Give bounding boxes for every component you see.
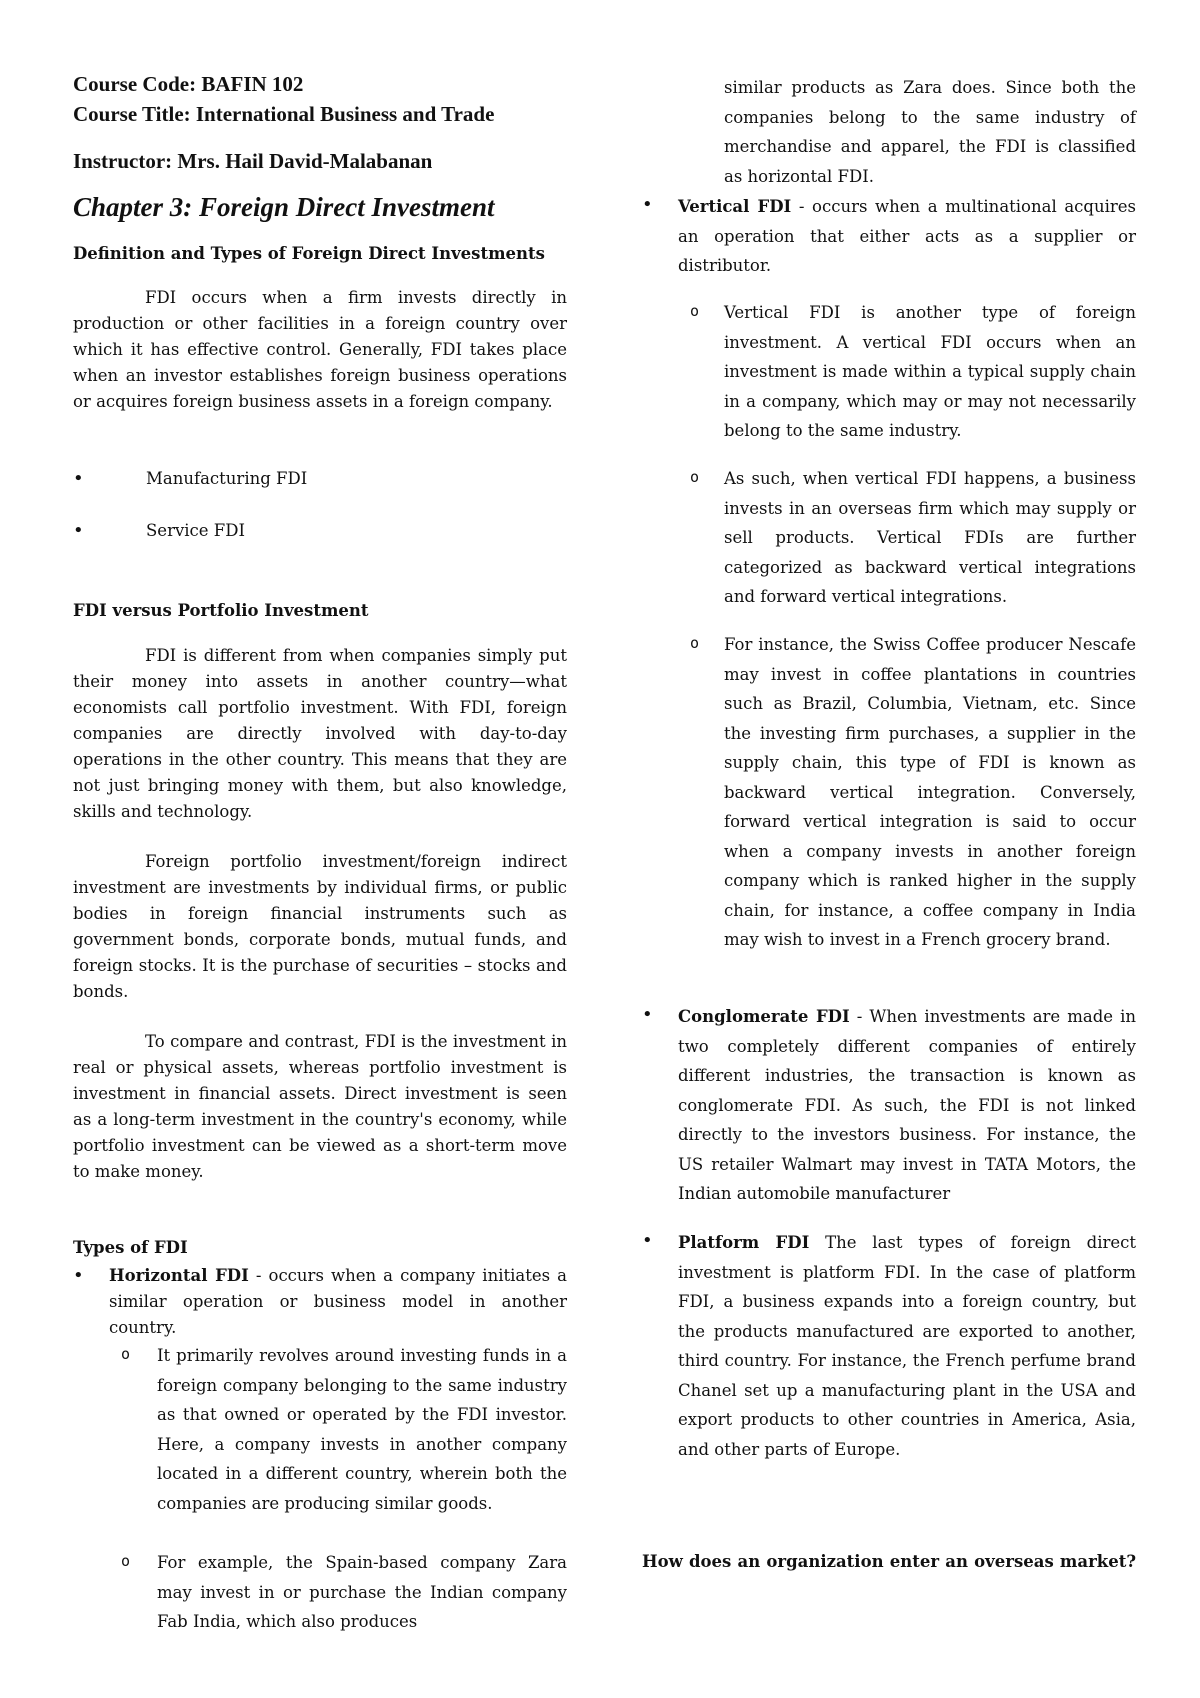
definition-paragraph: FDI occurs when a firm invests directly in production or other facilities in a foreign country over which it has effective control. Generally, FDI takes place when an investor establishes foreign business operations or acquires foreign business assets in a foreign company. bbox=[73, 288, 567, 411]
bullet-icon: • bbox=[73, 1265, 84, 1286]
circle-bullet-icon: o bbox=[690, 468, 700, 486]
list-item: • Service FDI bbox=[73, 518, 567, 544]
list-item-horizontal-fdi: • Horizontal FDI - occurs when a company initiates a similar operation or business model in another country. bbox=[73, 1265, 567, 1337]
section-heading-definition: Definition and Types of Foreign Direct Investments bbox=[73, 244, 545, 263]
list-item-vertical-sub-2: o As such, when vertical FDI happens, a business invests in an overseas firm which may supply or sell products. Vertical FDIs are further categorized as backward vertical integrations and forward vertical integrations. bbox=[642, 464, 1136, 612]
bullet-icon: • bbox=[73, 468, 84, 489]
portfolio-paragraph-3: To compare and contrast, FDI is the investment in real or physical assets, whereas portfolio investment is investment in financial assets. Direct investment is seen as a long-term investment in the country's economy, while portfolio investment can be viewed as a short-term move to make money. bbox=[73, 1032, 567, 1181]
list-item-horizontal-example: o For example, the Spain-based company Zara may invest in or purchase the Indian company Fab India, which also produces bbox=[73, 1548, 567, 1637]
closing-question: How does an organization enter an overseas market? bbox=[642, 1552, 1136, 1571]
circle-bullet-icon: o bbox=[121, 1552, 131, 1570]
bullet-icon: • bbox=[642, 1230, 653, 1251]
section-heading-portfolio: FDI versus Portfolio Investment bbox=[73, 601, 369, 620]
types-heading: Types of FDI bbox=[73, 1238, 188, 1257]
portfolio-paragraph-1: FDI is different from when companies simply put their money into assets in another country—what economists call portfolio investment. With FDI, foreign companies are directly involved with day-to-day operations in the other country. This means that they are not just bringing money with them, but also knowledge, skills and technology. bbox=[73, 646, 567, 821]
instructor: Instructor: Mrs. Hail David-Malabanan bbox=[73, 149, 433, 173]
circle-bullet-icon: o bbox=[121, 1345, 131, 1363]
list-item-vertical-fdi: • Vertical FDI - occurs when a multinational acquires an operation that either acts as a supplier or distributor. bbox=[642, 194, 1137, 275]
list-item-horizontal-continued: similar products as Zara does. Since both the companies belong to the same industry of merchandise and apparel, the FDI is classified as horizontal FDI. bbox=[724, 78, 1136, 186]
course-code: Course Code: BAFIN 102 bbox=[73, 72, 304, 96]
circle-bullet-icon: o bbox=[690, 634, 700, 652]
circle-bullet-icon: o bbox=[690, 302, 700, 320]
bullet-icon: • bbox=[642, 1004, 653, 1025]
list-item-conglomerate-fdi: • Conglomerate FDI - When investments are made in two completely different companies of entirely different industries, the transaction is known as conglomerate FDI. As such, the FDI is not linked directly to the investors business. For instance, the US retailer Walmart may invest in TATA Motors, the Indian automobile manufacturer bbox=[642, 1004, 1136, 1203]
course-title: Course Title: International Business and Trade bbox=[73, 102, 495, 126]
bullet-icon: • bbox=[73, 520, 84, 541]
list-item-vertical-sub-3: o For instance, the Swiss Coffee producer Nescafe may invest in coffee plantations in countries such as Brazil, Columbia, Vietnam, etc. Since the investing firm purchases, a supplier in the supply chain, this type of FDI is known as backward vertical integration. Conversely, forward vertical integration is said to occur when a company invests in another foreign company which is ranked higher in the supply chain, for instance, a coffee company in India may wish to invest in a French grocery brand. bbox=[642, 630, 1136, 955]
bullet-icon: • bbox=[642, 194, 653, 215]
portfolio-paragraph-2: Foreign portfolio investment/foreign indirect investment are investments by individual firms, or public bodies in foreign financial instruments such as government bonds, corporate bonds, mutual funds, and foreign stocks. It is the purchase of securities – stocks and bonds. bbox=[73, 852, 567, 1001]
list-item-horizontal-sub: o It primarily revolves around investing funds in a foreign company belonging to the same industry as that owned or operated by the FDI investor. Here, a company invests in another company located in a different country, wherein both the companies are producing similar goods. bbox=[73, 1341, 567, 1518]
list-item-vertical-sub-1: o Vertical FDI is another type of foreign investment. A vertical FDI occurs when an investment is made within a typical supply chain in a company, which may or may not necessarily belong to the same industry. bbox=[642, 298, 1136, 446]
chapter-title: Chapter 3: Foreign Direct Investment bbox=[73, 192, 495, 222]
list-item: • Manufacturing FDI bbox=[73, 466, 567, 492]
list-item-platform-fdi: • Platform FDI The last types of foreign direct investment is platform FDI. In the case of platform FDI, a business expands into a foreign country, but the products manufactured are exported to another, third country. For instance, the French perfume brand Chanel set up a manufacturing plant in the USA and export products to other countries in America, Asia, and other parts of Europe. bbox=[642, 1230, 1137, 1459]
